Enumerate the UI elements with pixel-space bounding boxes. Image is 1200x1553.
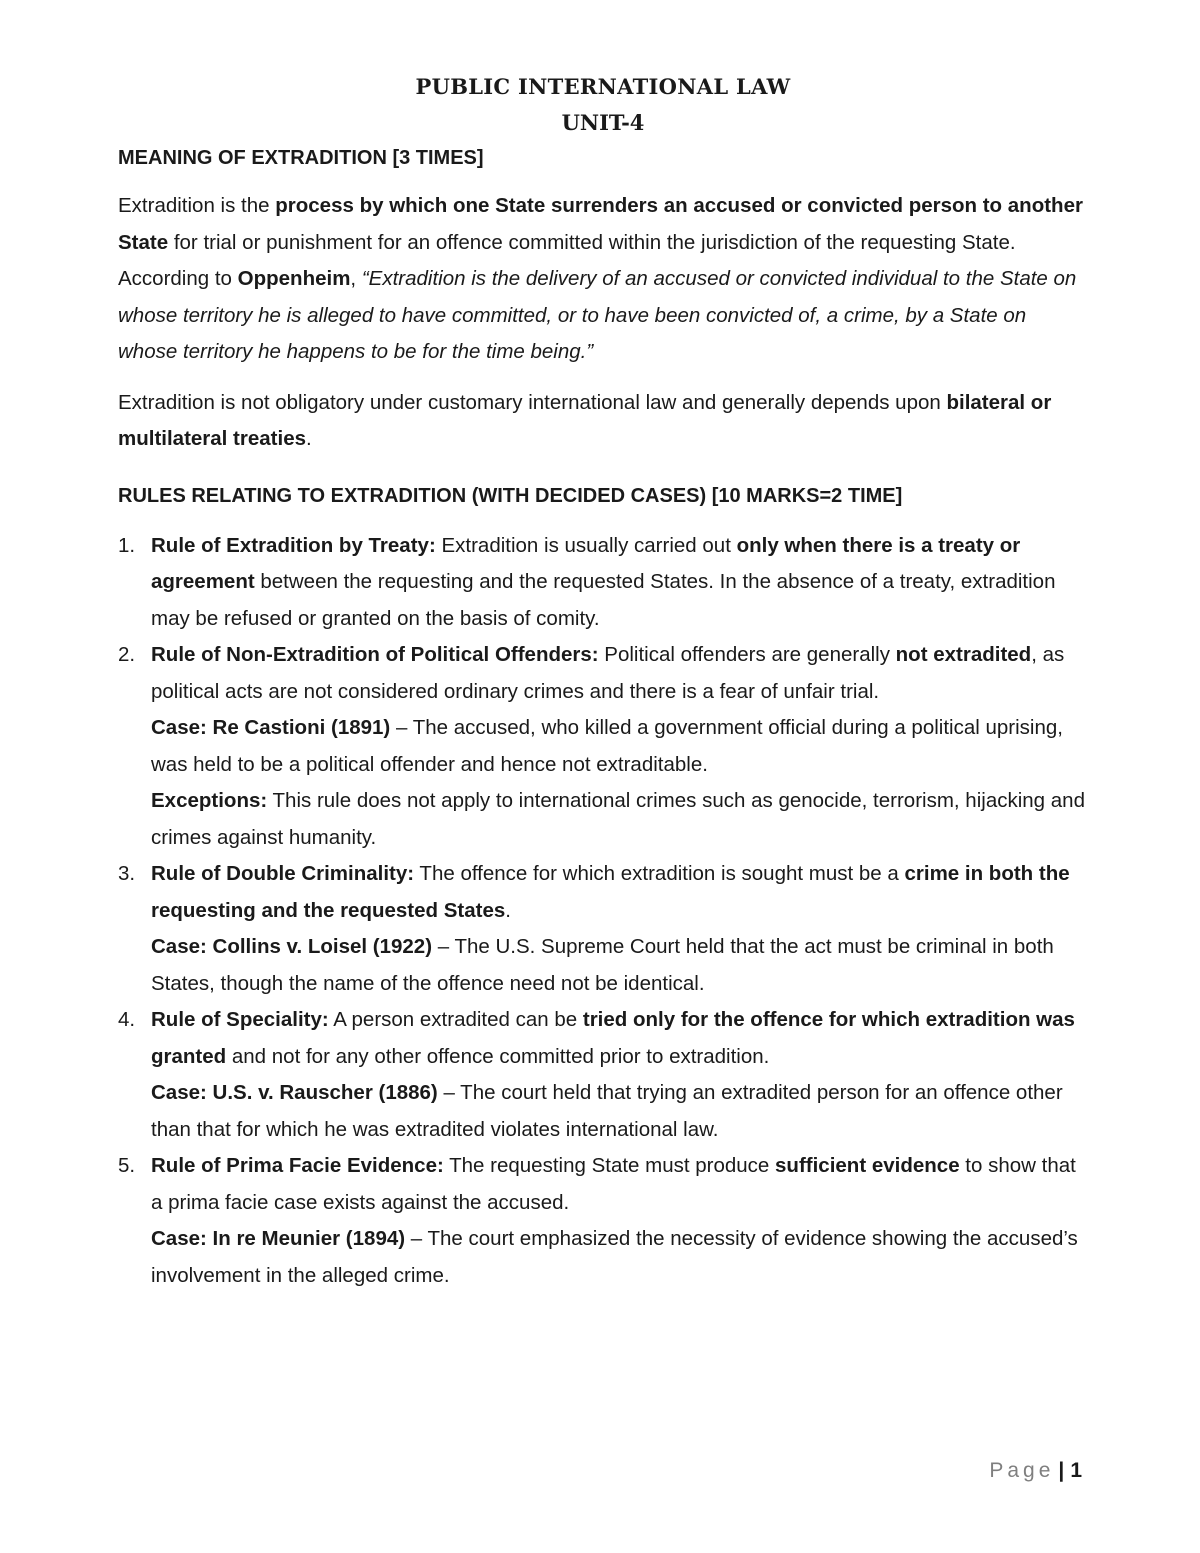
bold-phrase: sufficient evidence [775,1154,960,1177]
page-label: Page [989,1459,1055,1482]
exceptions-label: Exceptions: [151,789,268,812]
list-number: 1. [118,533,136,557]
case-citation: Case: Re Castioni (1891) – The accused, who killed a government official during a political uprising, was held to be a political offender and hence not extraditable. [151,716,1063,776]
case-label: Case: Collins v. Loisel (1922) [151,935,433,958]
rule-name: Rule of Prima Facie Evidence: [151,1154,444,1177]
rule-name: Rule of Double Criminality: [151,862,415,885]
unit-label: UNIT-4 [561,110,645,135]
bold-phrase: process by which one State surrenders an accused or convicted person to another State [118,194,1083,254]
section-heading-rules: RULES RELATING TO EXTRADITION (WITH DECIDED CASES) [10 MARKS=2 TIME] [118,484,903,507]
rule-name: Rule of Non-Extradition of Political Offenders: [151,643,599,666]
section-heading-meaning: MEANING OF EXTRADITION [3 TIMES] [118,147,484,169]
author-name: Oppenheim [237,267,351,290]
rules-list [118,528,1088,1295]
case-citation: Case: In re Meunier (1894) – The court emphasized the necessity of evidence showing the accused’s involvement in the alleged crime. [151,1227,1078,1287]
paragraph-treaties: Extradition is not obligatory under customary international law and generally depends upon bilateral or multilateral treaties. [118,390,1052,450]
document-page [118,72,1088,1294]
paragraph-oppenheim: According to Oppenheim, “Extradition is the delivery of an accused or convicted individual to the State on whose territory he is alleged to have committed, or to have been convicted of, a crime, by a State on whose territory he happens to be for the time being.” [118,267,1077,363]
page-footer [989,1456,1082,1486]
rule-item-prima-facie: 5. Rule of Prima Facie Evidence: The requesting State must produce sufficient evidence to show that a prima facie case exists against the accused. Case: In re Meunier (1894) – The court emphasized the necessity of evidence showing the accused’s involvement in the alleged crime. [118,1148,1088,1294]
rule-name: Rule of Speciality: [151,1008,329,1031]
list-number: 4. [118,1008,136,1031]
exceptions-note: Exceptions: This rule does not apply to international crimes such as genocide, terrorism, hijacking and crimes against humanity. [151,789,1085,849]
list-number: 3. [118,862,136,885]
paragraph-definition: Extradition is the process by which one State surrenders an accused or convicted person to another State for trial or punishment for an offence committed within the jurisdiction of the requesting State. [118,194,1083,254]
rule-item-double-criminality: 3. Rule of Double Criminality: The offence for which extradition is sought must be a crime in both the requesting and the requested States. Case: Collins v. Loisel (1922) – The U.S. Supreme Court held that the act must be criminal in both States, though the name of the offence need not be identical. [118,856,1088,1002]
case-citation: Case: U.S. v. Rauscher (1886) – The court held that trying an extradited person for an offence other than that for which he was extradited violates international law. [151,1081,1063,1141]
rule-name: Rule of Extradition by Treaty: [151,533,436,557]
bold-phrase: bilateral or multilateral treaties [118,390,1052,450]
rule-item-speciality: 4. Rule of Speciality: A person extradited can be tried only for the offence for which extradition was granted and not for any other offence committed prior to extradition. Case: U.S. v. Rauscher (1886) – The court held that trying an extradited person for an offence other than that for which he was extradited violates international law. [118,1002,1088,1148]
case-citation: Case: Collins v. Loisel (1922) – The U.S. Supreme Court held that the act must be criminal in both States, though the name of the offence need not be identical. [151,935,1054,995]
list-number: 5. [118,1154,136,1177]
bold-phrase: not extradited [895,643,1032,666]
page-number: 1 [1070,1459,1082,1482]
oppenheim-quote: “Extradition is the delivery of an accused or convicted individual to the State on whose territory he is alleged to have committed, or to have been convicted of, a crime, by a State on whose territory he happens to be for the time being.” [118,267,1077,363]
rule-item-political-offenders: 2. Rule of Non-Extradition of Political Offenders: Political offenders are generally not extradited, as political acts are not considered ordinary crimes and there is a fear of unfair trial. Case: Re Castioni (1891) – The accused, who killed a government official during a political uprising, was held to be a political offender and hence not extraditable. Exceptions: This rule does not apply to international crimes such as genocide, terrorism, hijacking and crimes against humanity. [118,637,1088,856]
bold-phrase: tried only for the offence for which extradition was granted [151,1008,1075,1068]
list-number: 2. [118,643,136,666]
document-title: PUBLIC INTERNATIONAL LAW [415,74,791,99]
case-label: Case: Re Castioni (1891) [151,716,391,739]
rule-item-treaty: 1. Rule of Extradition by Treaty: Extradition is usually carried out only when there is a treaty or agreement between the requesting and the requested States. In the absence of a treaty, extradition may be refused or granted on the basis of comity. [118,528,1088,638]
page-separator: | [1058,1459,1065,1482]
bold-phrase: crime in both the requesting and the requested States [151,862,1070,922]
case-label: Case: In re Meunier (1894) [151,1227,406,1250]
case-label: Case: U.S. v. Rauscher (1886) [151,1081,438,1104]
bold-phrase: only when there is a treaty or agreement [151,533,1021,593]
